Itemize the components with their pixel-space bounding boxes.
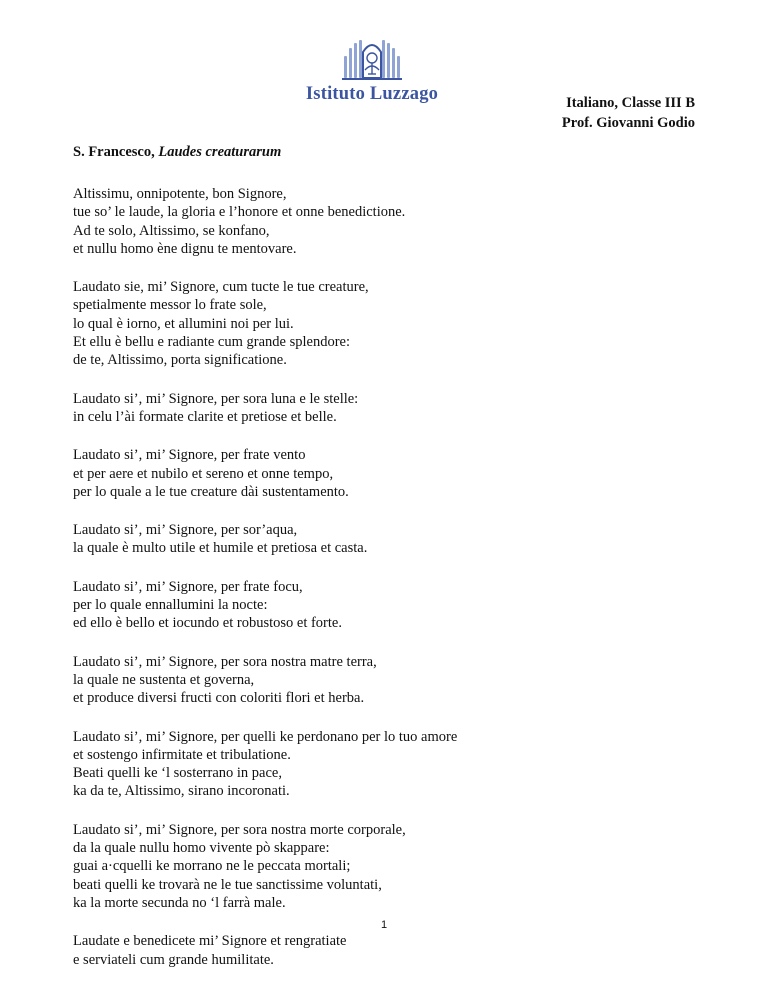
poem-line: et nullu homo ène dignu te mentovare. xyxy=(73,240,297,257)
poem-line: Ad te solo, Altissimo, se konfano, xyxy=(73,222,270,239)
stanza xyxy=(73,932,713,969)
stanza xyxy=(73,728,713,801)
poem-line: Laudato si’, mi’ Signore, per quelli ke perdonano per lo tuo amore xyxy=(73,728,458,745)
poem-line: spetialmente messor lo frate sole, xyxy=(73,297,267,314)
document-title xyxy=(73,144,281,161)
header-info xyxy=(562,93,695,133)
poem-line: Et ellu è bellu e radiante cum grande splendore: xyxy=(73,334,351,351)
stanza xyxy=(73,390,713,427)
stanza xyxy=(73,446,713,501)
stanza xyxy=(73,521,713,558)
poem-line: Beati quelli ke ‘l sosterrano in pace, xyxy=(73,765,282,782)
poem-line: ka la morte secunda no ‘l farrà male. xyxy=(73,894,286,911)
poem-line: guai a·cquelli ke morrano ne le peccata mortali; xyxy=(73,858,351,875)
poem-line: Laudato si’, mi’ Signore, per frate vento xyxy=(73,447,306,464)
poem-line: Laudato si’, mi’ Signore, per sora nostra morte corporale, xyxy=(73,821,406,838)
poem-line: in celu l’ài formate clarite et pretiose et belle. xyxy=(73,408,337,425)
poem-body xyxy=(73,185,713,989)
poem-line: Laudato si’, mi’ Signore, per frate focu, xyxy=(73,578,303,595)
poem-line: ka da te, Altissimo, sirano incoronati. xyxy=(73,783,290,800)
stanza xyxy=(73,278,713,369)
poem-line: Altissimu, onnipotente, bon Signore, xyxy=(73,186,287,202)
stanza xyxy=(73,653,713,708)
poem-line: et produce diversi fructi con coloriti flori et herba. xyxy=(73,690,365,707)
poem-line: ed ello è bello et iocundo et robustoso et forte. xyxy=(73,615,342,632)
teacher-label: Prof. Giovanni Godio xyxy=(561,115,695,131)
poem-line: Laudato sie, mi’ Signore, cum tucte le tue creature, xyxy=(73,279,369,296)
title-work: Laudes creaturarum xyxy=(158,144,282,160)
institute-emblem-icon xyxy=(302,36,442,84)
poem-line: et per aere et nubilo et sereno et onne tempo, xyxy=(73,465,334,482)
poem-line: e serviateli cum grande humilitate. xyxy=(73,951,274,968)
poem-line: Laudato si’, mi’ Signore, per sora luna e le stelle: xyxy=(73,390,359,407)
title-author: S. Francesco, xyxy=(73,144,155,160)
stanza xyxy=(73,821,713,912)
poem-line: Laudato si’, mi’ Signore, per sora nostra matre terra, xyxy=(73,653,377,670)
poem-line: la quale ne sustenta et governa, xyxy=(73,671,255,688)
institute-logo xyxy=(302,36,442,116)
poem-line: tue so’ le laude, la gloria e l’honore et onne benedictione. xyxy=(73,204,406,221)
poem-line: da la quale nullu homo vivente pò skappare: xyxy=(73,840,330,857)
course-label: Italiano, Classe III B xyxy=(566,95,695,111)
poem-line: per lo quale ennallumini la nocte: xyxy=(73,597,268,614)
logo-text: Istituto Luzzago xyxy=(305,84,439,104)
poem-line: la quale è multo utile et humile et pretiosa et casta. xyxy=(73,540,368,557)
poem-line: et sostengo infirmitate et tribulatione. xyxy=(73,746,291,763)
stanza xyxy=(73,578,713,633)
poem-line: lo qual è iorno, et allumini noi per lui. xyxy=(73,315,294,332)
poem-line: per lo quale a le tue creature dài sustentamento. xyxy=(73,483,349,500)
stanza xyxy=(73,185,713,258)
page-number: 1 xyxy=(380,919,388,931)
poem-line: de te, Altissimo, porta significatione. xyxy=(73,352,287,369)
poem-line: beati quelli ke trovarà ne le tue sanctissime voluntati, xyxy=(73,876,382,893)
poem-line: Laudato si’, mi’ Signore, per sor’aqua, xyxy=(73,522,298,539)
poem-line: Laudate e benedicete mi’ Signore et rengratiate xyxy=(73,933,347,950)
